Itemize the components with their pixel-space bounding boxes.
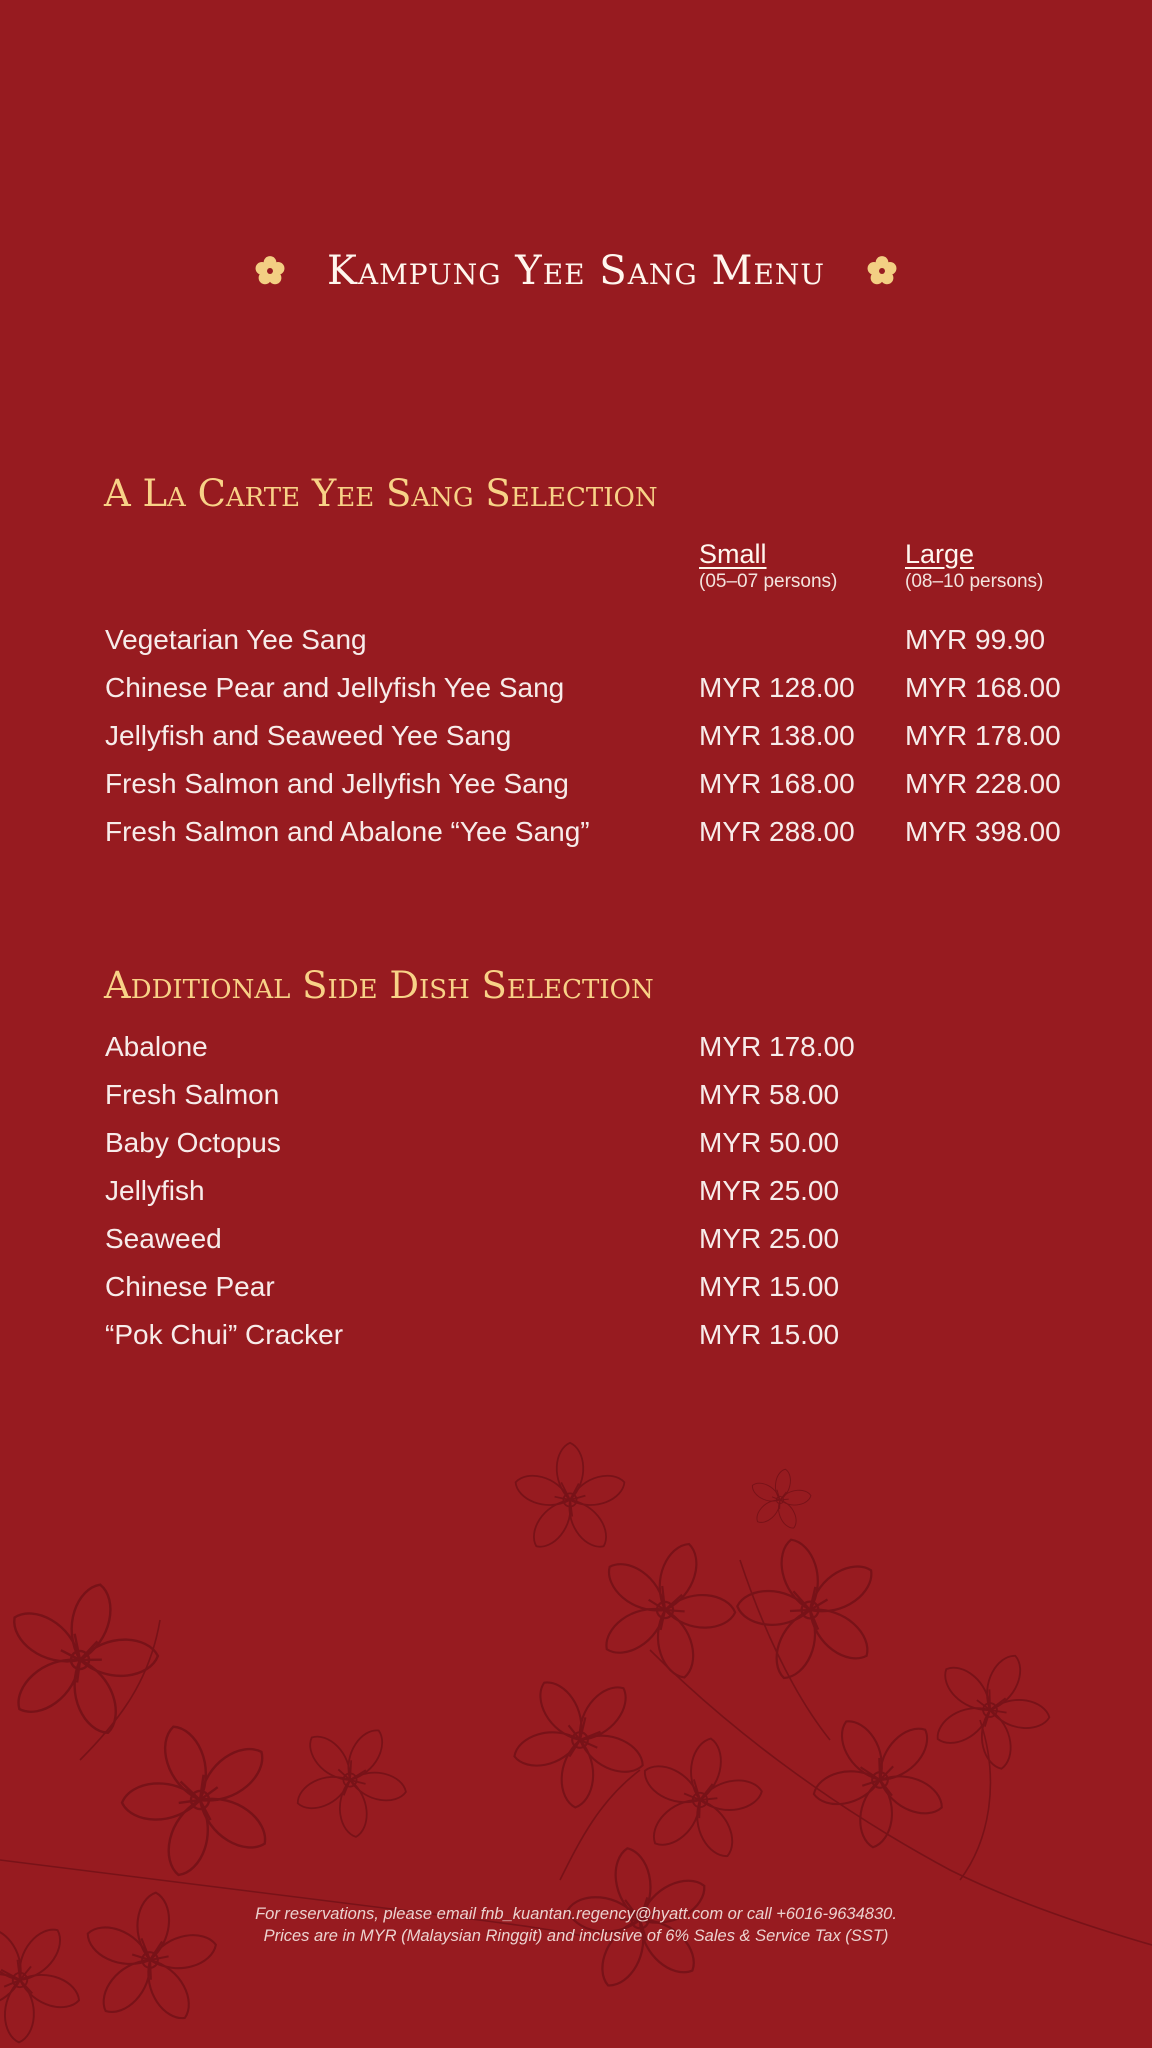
reservation-note: For reservations, please email fnb_kuantan.regency@hyatt.com or call +6016-9634830. xyxy=(255,1905,897,1923)
flower-icon xyxy=(253,254,287,288)
menu-title: Kampung Yee Sang Menu xyxy=(327,248,825,294)
side-dish-name: Seaweed xyxy=(105,1223,222,1254)
menu-item-name: Chinese Pear and Jellyfish Yee Sang xyxy=(105,672,565,703)
flower-icon xyxy=(865,254,899,288)
large-size-label: Large xyxy=(905,539,975,569)
side-dish-price: MYR 58.00 xyxy=(699,1079,840,1110)
menu-item-row xyxy=(0,618,1152,662)
side-dish-name: Baby Octopus xyxy=(105,1127,281,1158)
menu-item-large-price: MYR 99.90 xyxy=(905,624,1046,655)
menu-item-name: Fresh Salmon and Abalone “Yee Sang” xyxy=(105,816,590,847)
side-dish-name: Jellyfish xyxy=(105,1175,205,1206)
menu-item-large-price: MYR 168.00 xyxy=(905,672,1061,703)
menu-item-small-price: MYR 168.00 xyxy=(699,768,855,799)
side-dish-name: Chinese Pear xyxy=(105,1271,275,1302)
menu-item-row xyxy=(0,762,1152,806)
side-dish-row xyxy=(0,1169,1152,1213)
side-dish-row xyxy=(0,1025,1152,1069)
side-dish-price: MYR 25.00 xyxy=(699,1223,840,1254)
large-size-persons: (08–10 persons) xyxy=(905,571,1044,592)
side-dish-price: MYR 50.00 xyxy=(699,1127,840,1158)
large-size-column-header xyxy=(905,538,1105,594)
ala-carte-heading: A La Carte Yee Sang Selection xyxy=(104,472,658,515)
side-dish-name: Fresh Salmon xyxy=(105,1079,280,1110)
menu-item-row xyxy=(0,666,1152,710)
side-dish-row xyxy=(0,1265,1152,1309)
side-dish-price: MYR 178.00 xyxy=(699,1031,855,1062)
side-dish-price: MYR 15.00 xyxy=(699,1271,840,1302)
side-dish-name: “Pok Chui” Cracker xyxy=(105,1319,344,1350)
small-size-persons: (05–07 persons) xyxy=(699,571,838,592)
side-dish-row xyxy=(0,1073,1152,1117)
menu-item-small-price: MYR 138.00 xyxy=(699,720,855,751)
menu-item-name: Jellyfish and Seaweed Yee Sang xyxy=(105,720,512,751)
small-size-column-header xyxy=(699,538,899,594)
side-dish-price: MYR 15.00 xyxy=(699,1319,840,1350)
side-dish-row xyxy=(0,1217,1152,1261)
menu-item-large-price: MYR 228.00 xyxy=(905,768,1061,799)
menu-item-name: Fresh Salmon and Jellyfish Yee Sang xyxy=(105,768,569,799)
side-dish-name: Abalone xyxy=(105,1031,208,1062)
menu-title-row xyxy=(0,246,1152,296)
side-dish-heading: Additional Side Dish Selection xyxy=(104,964,654,1007)
side-dish-row xyxy=(0,1121,1152,1165)
side-dish-row xyxy=(0,1313,1152,1357)
menu-item-small-price: MYR 128.00 xyxy=(699,672,855,703)
menu-item-row xyxy=(0,714,1152,758)
small-size-label: Small xyxy=(699,539,767,569)
menu-item-small-price: MYR 288.00 xyxy=(699,816,855,847)
menu-item-large-price: MYR 178.00 xyxy=(905,720,1061,751)
menu-item-name: Vegetarian Yee Sang xyxy=(105,624,367,655)
menu-item-large-price: MYR 398.00 xyxy=(905,816,1061,847)
side-dish-price: MYR 25.00 xyxy=(699,1175,840,1206)
menu-item-row xyxy=(0,810,1152,854)
tax-note: Prices are in MYR (Malaysian Ringgit) and inclusive of 6% Sales & Service Tax (SST) xyxy=(263,1927,889,1945)
